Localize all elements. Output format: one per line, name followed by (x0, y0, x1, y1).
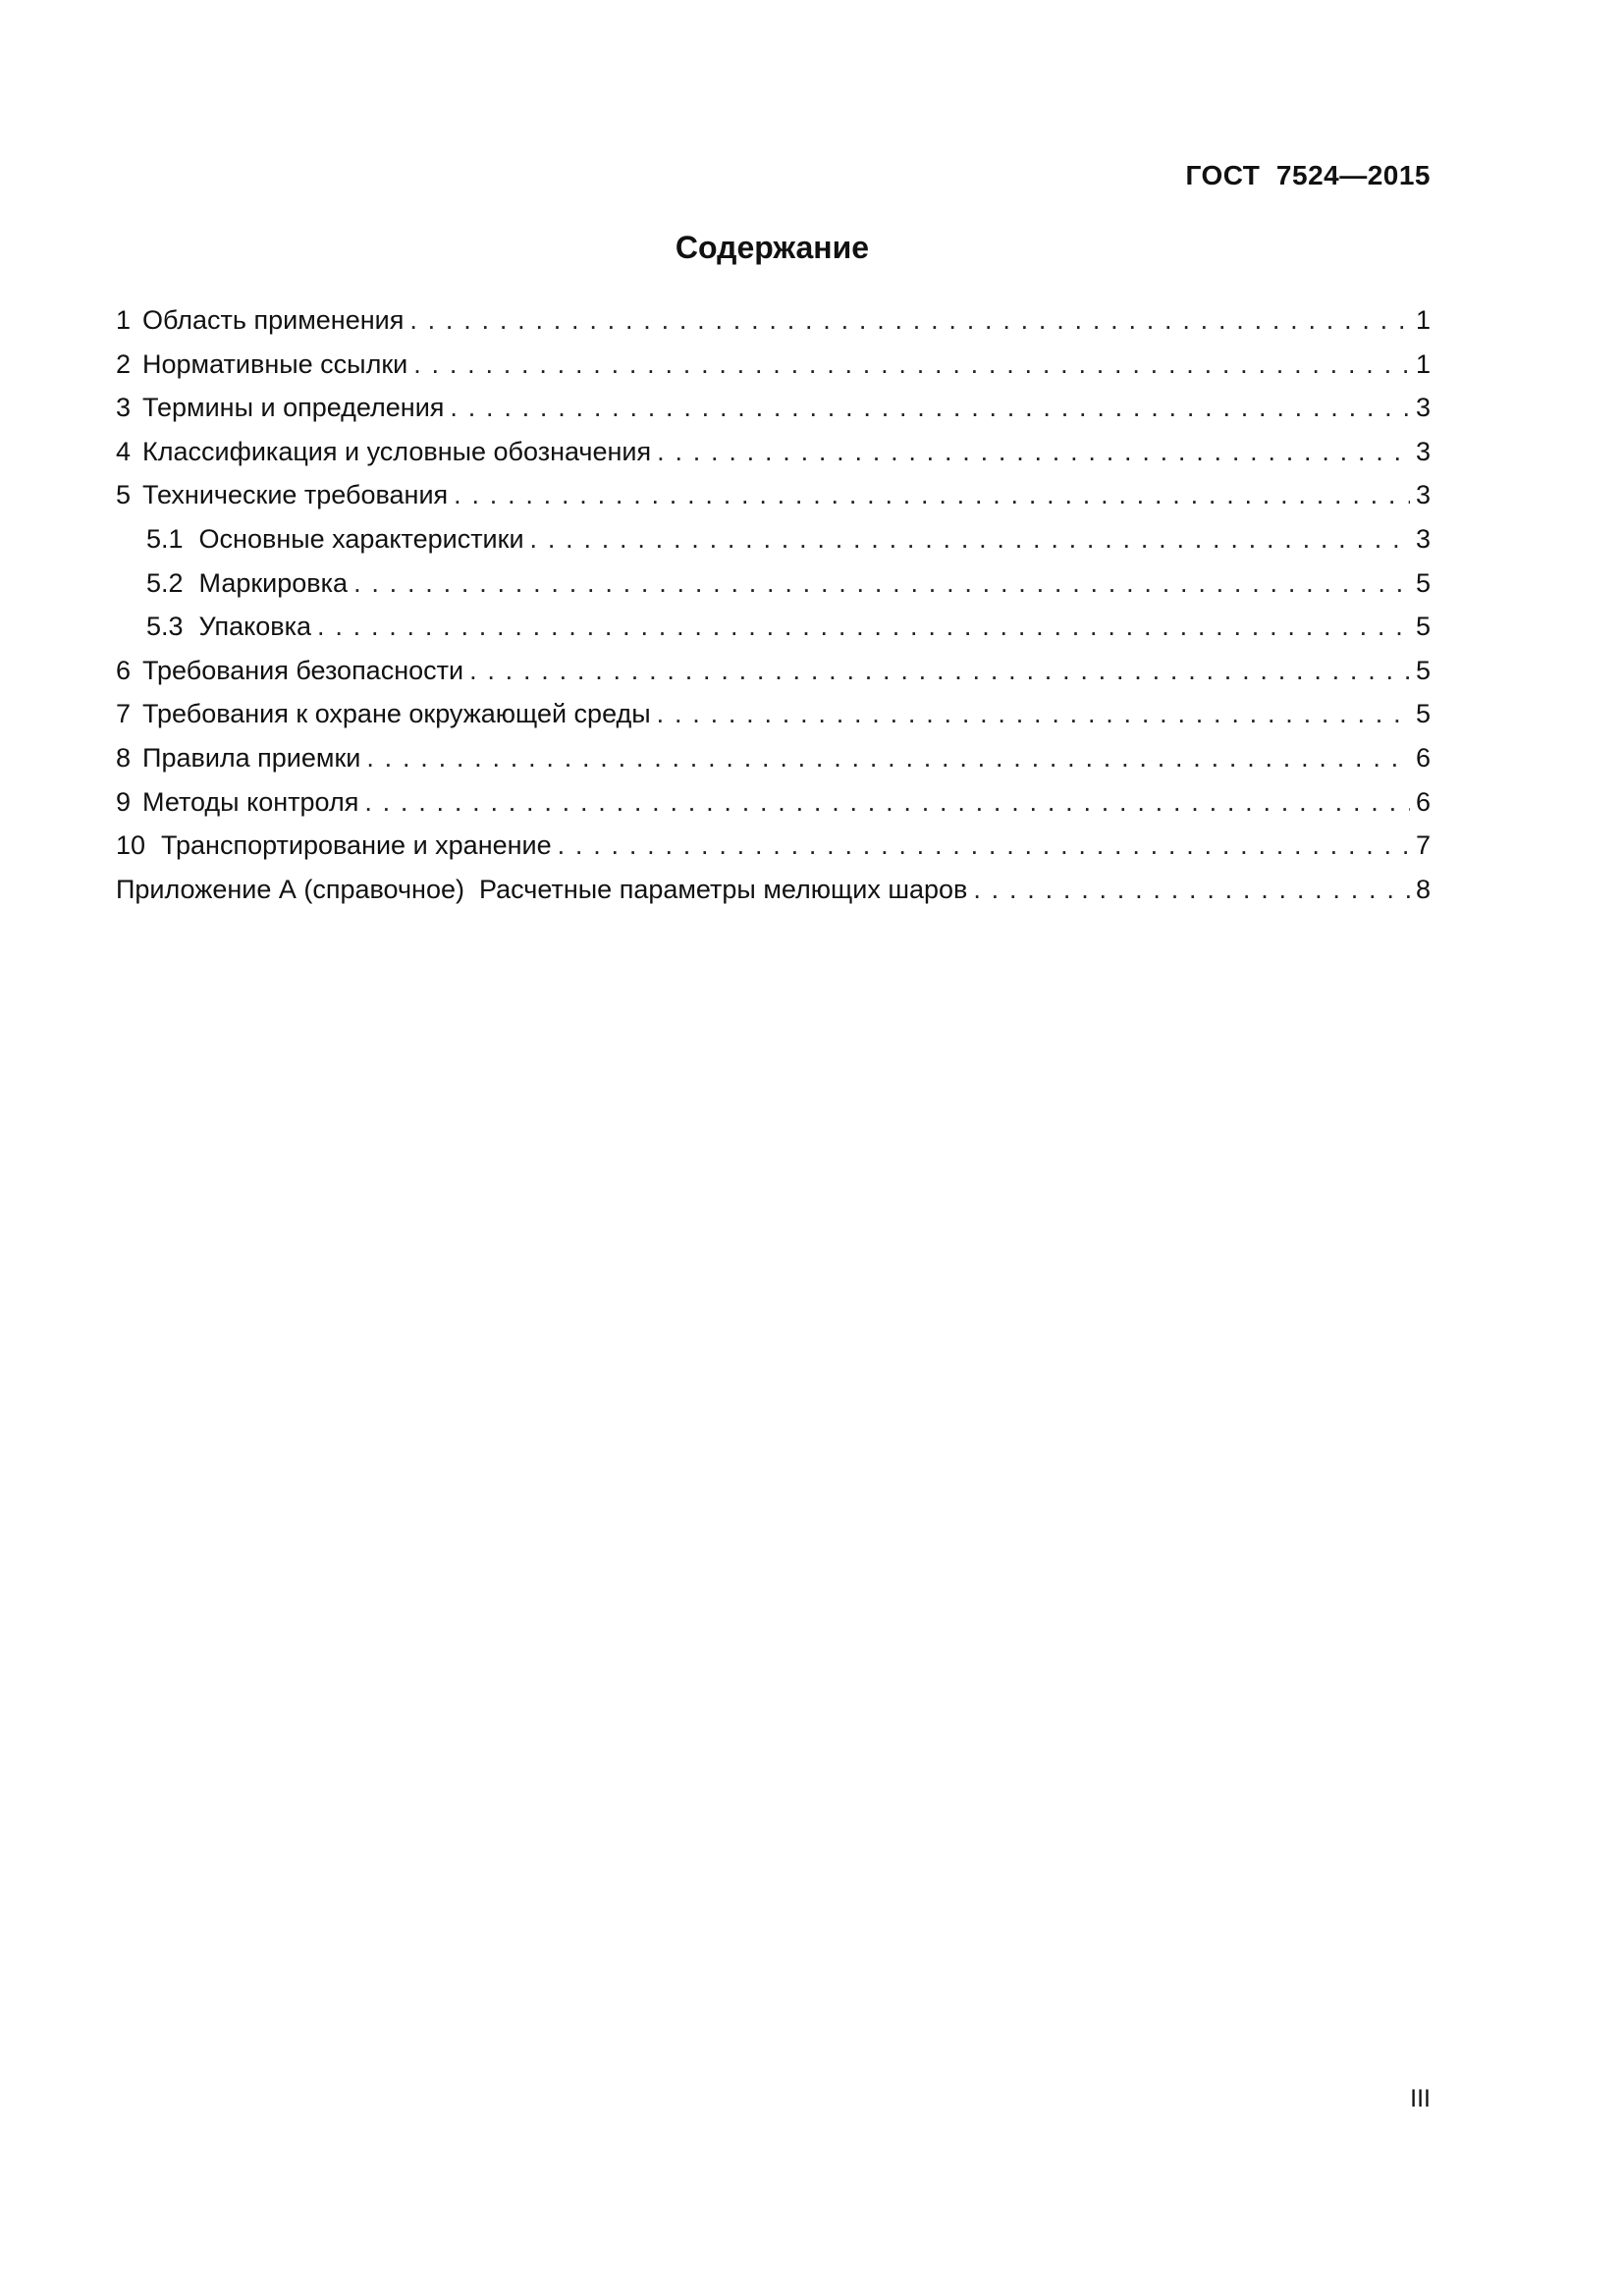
toc-entry-5[interactable] (116, 473, 1431, 517)
page-header-standard-code: ГОСТ 7524—2015 (1185, 160, 1431, 190)
toc-entry-number: 5.2 (146, 567, 184, 598)
toc-entry-5-3[interactable] (116, 605, 1431, 649)
toc-entry-label: Методы контроля (142, 786, 359, 817)
toc-dot-leader (317, 605, 1410, 649)
toc-entry-page: 7 (1415, 830, 1431, 861)
toc-entry-2[interactable] (116, 343, 1431, 387)
toc-entry-number: 4 (116, 436, 132, 466)
toc-entry-label: Правила приемки (142, 742, 361, 773)
page-number: III (1410, 2085, 1431, 2112)
toc-entry-page: 3 (1415, 523, 1431, 554)
toc-entry-4[interactable] (116, 430, 1431, 474)
toc-dot-leader (469, 649, 1410, 693)
toc-dot-leader (364, 780, 1410, 825)
toc-entry-appendix-a[interactable] (116, 868, 1431, 912)
toc-entry-page: 5 (1415, 567, 1431, 598)
toc-entry-5-1[interactable] (116, 517, 1431, 561)
toc-entry-label: Транспортирование и хранение (161, 830, 552, 861)
toc-dot-leader (366, 736, 1410, 780)
toc-entry-number: 8 (116, 742, 132, 773)
toc-entry-number: 7 (116, 699, 132, 729)
toc-entry-3[interactable] (116, 386, 1431, 430)
toc-entry-number: 1 (116, 305, 132, 335)
toc-entry-label: Классификация и условные обозначения (142, 436, 652, 466)
toc-entry-page: 5 (1415, 612, 1431, 642)
toc-title: Содержание (675, 230, 870, 265)
toc-dot-leader (657, 692, 1410, 736)
toc-entry-page: 1 (1415, 348, 1431, 379)
toc-dot-leader (454, 473, 1410, 517)
toc-entry-label: Упаковка (198, 612, 312, 642)
toc-entry-8[interactable] (116, 736, 1431, 780)
toc-entry-page: 1 (1415, 305, 1431, 335)
toc-entry-page: 6 (1415, 786, 1431, 817)
toc-dot-leader (657, 430, 1410, 474)
toc-entry-9[interactable] (116, 780, 1431, 825)
toc-entry-page: 3 (1415, 480, 1431, 510)
toc-entry-number: 6 (116, 655, 132, 685)
toc-entry-page: 6 (1415, 742, 1431, 773)
toc-entry-number: 2 (116, 348, 132, 379)
toc-entry-number: 9 (116, 786, 132, 817)
toc-entry-1[interactable] (116, 298, 1431, 343)
toc-entry-page: 5 (1415, 699, 1431, 729)
toc-entry-label: Область применения (142, 305, 405, 335)
toc-entry-label: Требования к охране окружающей среды (142, 699, 651, 729)
toc-entry-6[interactable] (116, 649, 1431, 693)
toc-entry-label: Приложение А (справочное) Расчетные параметры мелющих шаров (116, 874, 968, 904)
toc-dot-leader (530, 517, 1410, 561)
toc-entry-label: Нормативные ссылки (142, 348, 408, 379)
toc-entry-7[interactable] (116, 692, 1431, 736)
toc-entry-label: Требования безопасности (142, 655, 464, 685)
toc-dot-leader (413, 343, 1410, 387)
toc-entry-label: Основные характеристики (198, 523, 524, 554)
toc-entry-label: Термины и определения (142, 393, 445, 423)
table-of-contents (116, 298, 1431, 911)
toc-entry-10[interactable] (116, 824, 1431, 868)
toc-entry-page: 3 (1415, 436, 1431, 466)
toc-entry-number: 5.1 (146, 523, 184, 554)
toc-dot-leader (409, 298, 1410, 343)
toc-entry-number: 3 (116, 393, 132, 423)
toc-dot-leader (973, 868, 1410, 912)
toc-entry-label: Маркировка (198, 567, 349, 598)
toc-entry-number: 5.3 (146, 612, 184, 642)
toc-entry-number: 5 (116, 480, 132, 510)
toc-entry-5-2[interactable] (116, 561, 1431, 606)
toc-entry-number: 10 (116, 830, 146, 861)
toc-dot-leader (450, 386, 1410, 430)
toc-entry-page: 8 (1415, 874, 1431, 904)
toc-dot-leader (353, 561, 1410, 606)
toc-dot-leader (558, 824, 1410, 868)
toc-entry-page: 5 (1415, 655, 1431, 685)
toc-entry-label: Технические требования (142, 480, 449, 510)
toc-entry-page: 3 (1415, 393, 1431, 423)
